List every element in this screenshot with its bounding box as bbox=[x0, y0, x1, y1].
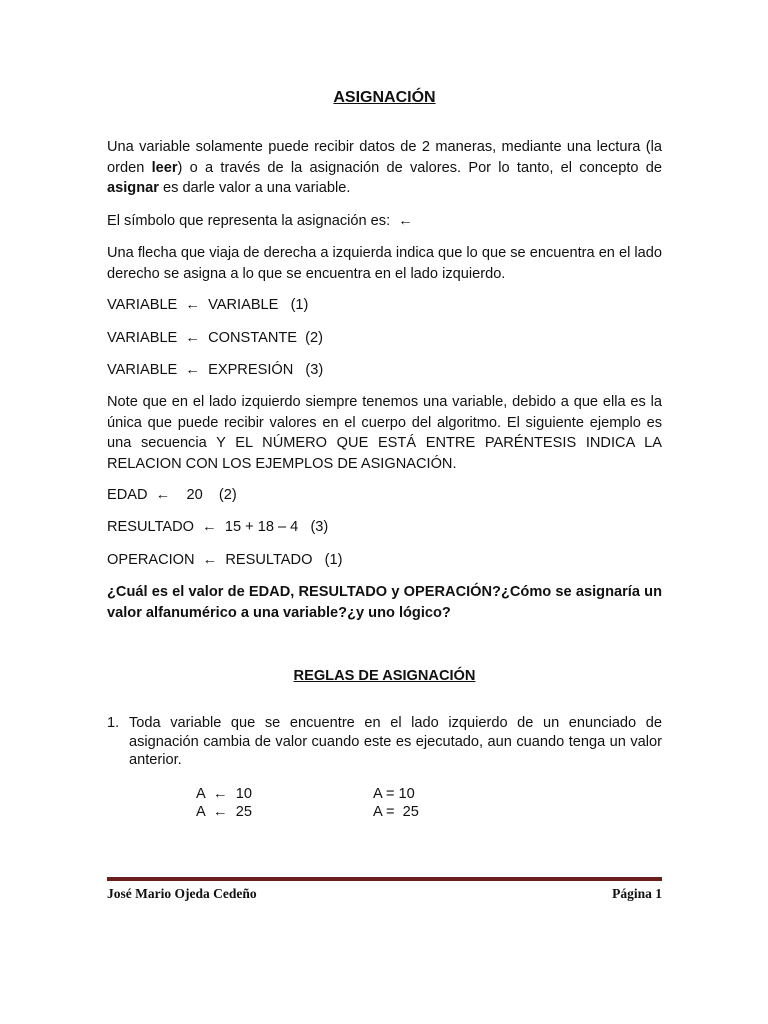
rule-number: 1. bbox=[107, 715, 120, 731]
form-line: VARIABLE ← VARIABLE (1) bbox=[107, 297, 309, 313]
intro-bold-asignar: asignar bbox=[107, 180, 159, 196]
rule-example-right: A = 25 bbox=[373, 804, 419, 820]
footer-divider bbox=[107, 877, 662, 881]
footer-author: José Mario Ojeda Cedeño bbox=[107, 886, 257, 901]
example-line: RESULTADO ← 15 + 18 – 4 (3) bbox=[107, 519, 329, 535]
rule-example-left: A ← 10 bbox=[196, 786, 252, 802]
footer-page-number: Página 1 bbox=[612, 886, 662, 901]
intro-bold-leer: leer bbox=[151, 159, 178, 176]
rule-text: Toda variable que se encuentre en el lado izquierdo de un enunciado de asignación cambia de valor cuando este es ejecutado, aun cuando tenga un valor anterior. bbox=[129, 715, 662, 768]
intro-text-3: es darle valor a una variable. bbox=[158, 180, 351, 196]
question-paragraph: ¿Cuál es el valor de EDAD, RESULTADO y OPERACIÓN?¿Cómo se asignaría un valor alfanumérico a una variable?¿y uno lógico? bbox=[107, 584, 662, 621]
note-paragraph: Note que en el lado izquierdo siempre tenemos una variable, debido a que ella es la única que puede recibir valores en el cuerpo del algoritmo. El siguiente ejemplo es una secuencia Y EL NÚMERO QUE ESTÁ ENTRE PARÉNTESIS INDICA LA RELACION CON LOS EJEMPLOS DE ASIGNACIÓN. bbox=[107, 394, 662, 472]
intro-text-1: Una variable solamente puede recibir datos de 2 maneras, mediante una lectura (la orden bbox=[107, 139, 662, 176]
rule-example-left: A ← 25 bbox=[196, 804, 252, 820]
rules-title: REGLAS DE ASIGNACIÓN bbox=[293, 668, 476, 684]
example-line: OPERACION ← RESULTADO (1) bbox=[107, 552, 343, 568]
form-line: VARIABLE ← EXPRESIÓN (3) bbox=[107, 362, 324, 378]
intro-paragraph bbox=[107, 137, 662, 199]
page-title: ASIGNACIÓN bbox=[333, 89, 436, 106]
symbol-line: El símbolo que representa la asignación es: ← bbox=[107, 213, 413, 229]
example-line: EDAD ← 20 (2) bbox=[107, 487, 237, 503]
arrow-explanation: Una flecha que viaja de derecha a izquierda indica que lo que se encuentra en el lado derecho se asigna a lo que se encuentra en el lado izquierdo. bbox=[107, 245, 662, 282]
form-line: VARIABLE ← CONSTANTE (2) bbox=[107, 330, 323, 346]
rule-example-right: A = 10 bbox=[373, 786, 415, 802]
intro-text-2: ) o a través de la asignación de valores. Por lo tanto, el concepto de bbox=[177, 159, 662, 176]
